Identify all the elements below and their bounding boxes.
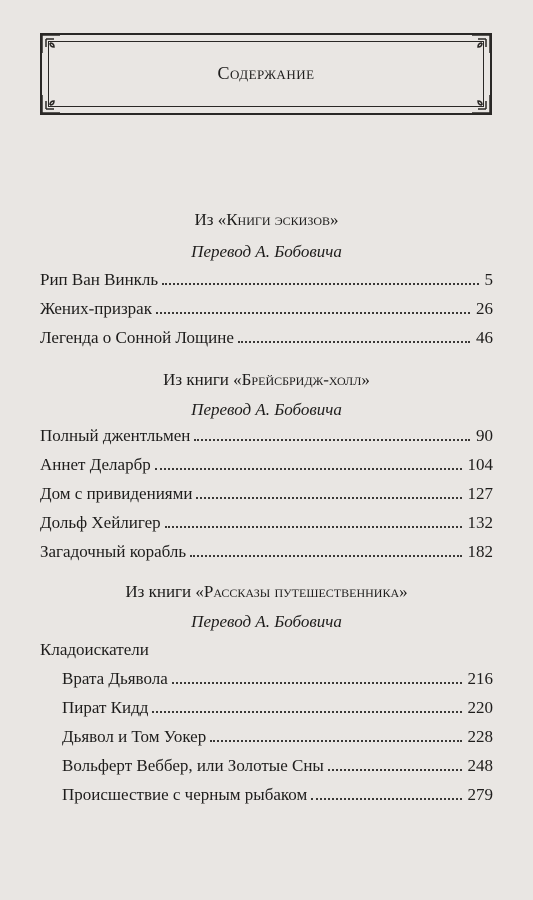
leader-dots bbox=[155, 468, 462, 470]
toc-entry-title: Загадочный корабль bbox=[40, 542, 187, 561]
leader-dots bbox=[196, 497, 461, 499]
leader-dots bbox=[152, 711, 461, 713]
toc-entry-title: Дольф Хейлигер bbox=[40, 513, 161, 532]
leader-dots bbox=[172, 682, 462, 684]
translator-line: Перевод А. Бобовича bbox=[191, 400, 342, 419]
toc-entry-title: Врата Дьявола bbox=[62, 669, 168, 688]
heading-book-title: Книги эскизов bbox=[226, 210, 331, 229]
toc-entry-page: 132 bbox=[467, 513, 493, 532]
toc-entry[interactable] bbox=[40, 270, 493, 292]
heading-prefix: Из « bbox=[194, 210, 227, 229]
toc-entry[interactable] bbox=[62, 727, 493, 749]
toc-entry-title: Происшествие с черным рыбаком bbox=[62, 785, 308, 804]
leader-dots bbox=[190, 555, 461, 557]
heading-book-title: Рассказы путешественника bbox=[203, 582, 400, 601]
toc-entry-page: 26 bbox=[476, 299, 493, 318]
heading-suffix: » bbox=[330, 210, 339, 229]
toc-entry-title: Аннет Деларбр bbox=[40, 455, 151, 474]
corner-ornament-icon bbox=[40, 33, 62, 55]
toc-entry-page: 104 bbox=[467, 455, 493, 474]
leader-dots bbox=[156, 312, 470, 314]
corner-ornament-icon bbox=[470, 33, 492, 55]
leader-dots bbox=[162, 283, 478, 285]
toc-entry-title: Пират Кидд bbox=[62, 698, 149, 717]
toc-group-title[interactable]: Кладоискатели bbox=[40, 640, 149, 659]
heading-suffix: » bbox=[399, 582, 408, 601]
toc-entry-page: 216 bbox=[467, 669, 493, 688]
leader-dots bbox=[194, 439, 470, 441]
toc-entry[interactable] bbox=[40, 328, 493, 350]
toc-entry[interactable] bbox=[40, 542, 493, 564]
toc-entry[interactable] bbox=[40, 426, 493, 448]
toc-entry-page: 228 bbox=[467, 727, 493, 746]
section-heading bbox=[40, 582, 493, 602]
leader-dots bbox=[210, 740, 461, 742]
toc-entry[interactable] bbox=[62, 785, 493, 807]
toc-entry[interactable] bbox=[62, 756, 493, 778]
toc-entry-title: Рип Ван Винкль bbox=[40, 270, 159, 289]
toc-entry-page: 248 bbox=[467, 756, 493, 775]
toc-entry-title: Жених-призрак bbox=[40, 299, 152, 318]
toc-entry-title: Дом с привидениями bbox=[40, 484, 193, 503]
heading-prefix: Из книги « bbox=[163, 370, 242, 389]
toc-entry-title: Дьявол и Том Уокер bbox=[62, 727, 207, 746]
heading-prefix: Из книги « bbox=[125, 582, 204, 601]
translator-line: Перевод А. Бобовича bbox=[191, 612, 342, 631]
toc-entry[interactable] bbox=[40, 513, 493, 535]
translator-line: Перевод А. Бобовича bbox=[191, 242, 342, 261]
leader-dots bbox=[165, 526, 462, 528]
corner-ornament-icon bbox=[40, 93, 62, 115]
toc-entry-title: Вольферт Веббер, или Золотые Сны bbox=[62, 756, 324, 775]
section-heading bbox=[40, 210, 493, 230]
toc-entry[interactable] bbox=[40, 484, 493, 506]
corner-ornament-icon bbox=[470, 93, 492, 115]
toc-entry-page: 279 bbox=[467, 785, 493, 804]
toc-entry-page: 46 bbox=[476, 328, 493, 347]
toc-entry-title: Полный джентльмен bbox=[40, 426, 191, 445]
toc-entry[interactable] bbox=[40, 455, 493, 477]
toc-entry[interactable] bbox=[62, 698, 493, 720]
toc-entry-title: Легенда о Сонной Лощине bbox=[40, 328, 234, 347]
toc-entry-page: 90 bbox=[476, 426, 493, 445]
toc-entry-page: 127 bbox=[467, 484, 493, 503]
toc-entry[interactable] bbox=[40, 299, 493, 321]
heading-book-title: Брейсбридж-холл bbox=[241, 370, 362, 389]
toc-entry[interactable] bbox=[62, 669, 493, 691]
heading-suffix: » bbox=[361, 370, 370, 389]
leader-dots bbox=[328, 769, 462, 771]
toc-entry-page: 182 bbox=[467, 542, 493, 561]
page-title: Содержание bbox=[217, 63, 315, 83]
toc-entry-page: 220 bbox=[467, 698, 493, 717]
leader-dots bbox=[311, 798, 461, 800]
leader-dots bbox=[238, 341, 470, 343]
title-frame bbox=[40, 33, 492, 115]
toc-entry-page: 5 bbox=[484, 270, 493, 289]
section-heading bbox=[40, 370, 493, 390]
